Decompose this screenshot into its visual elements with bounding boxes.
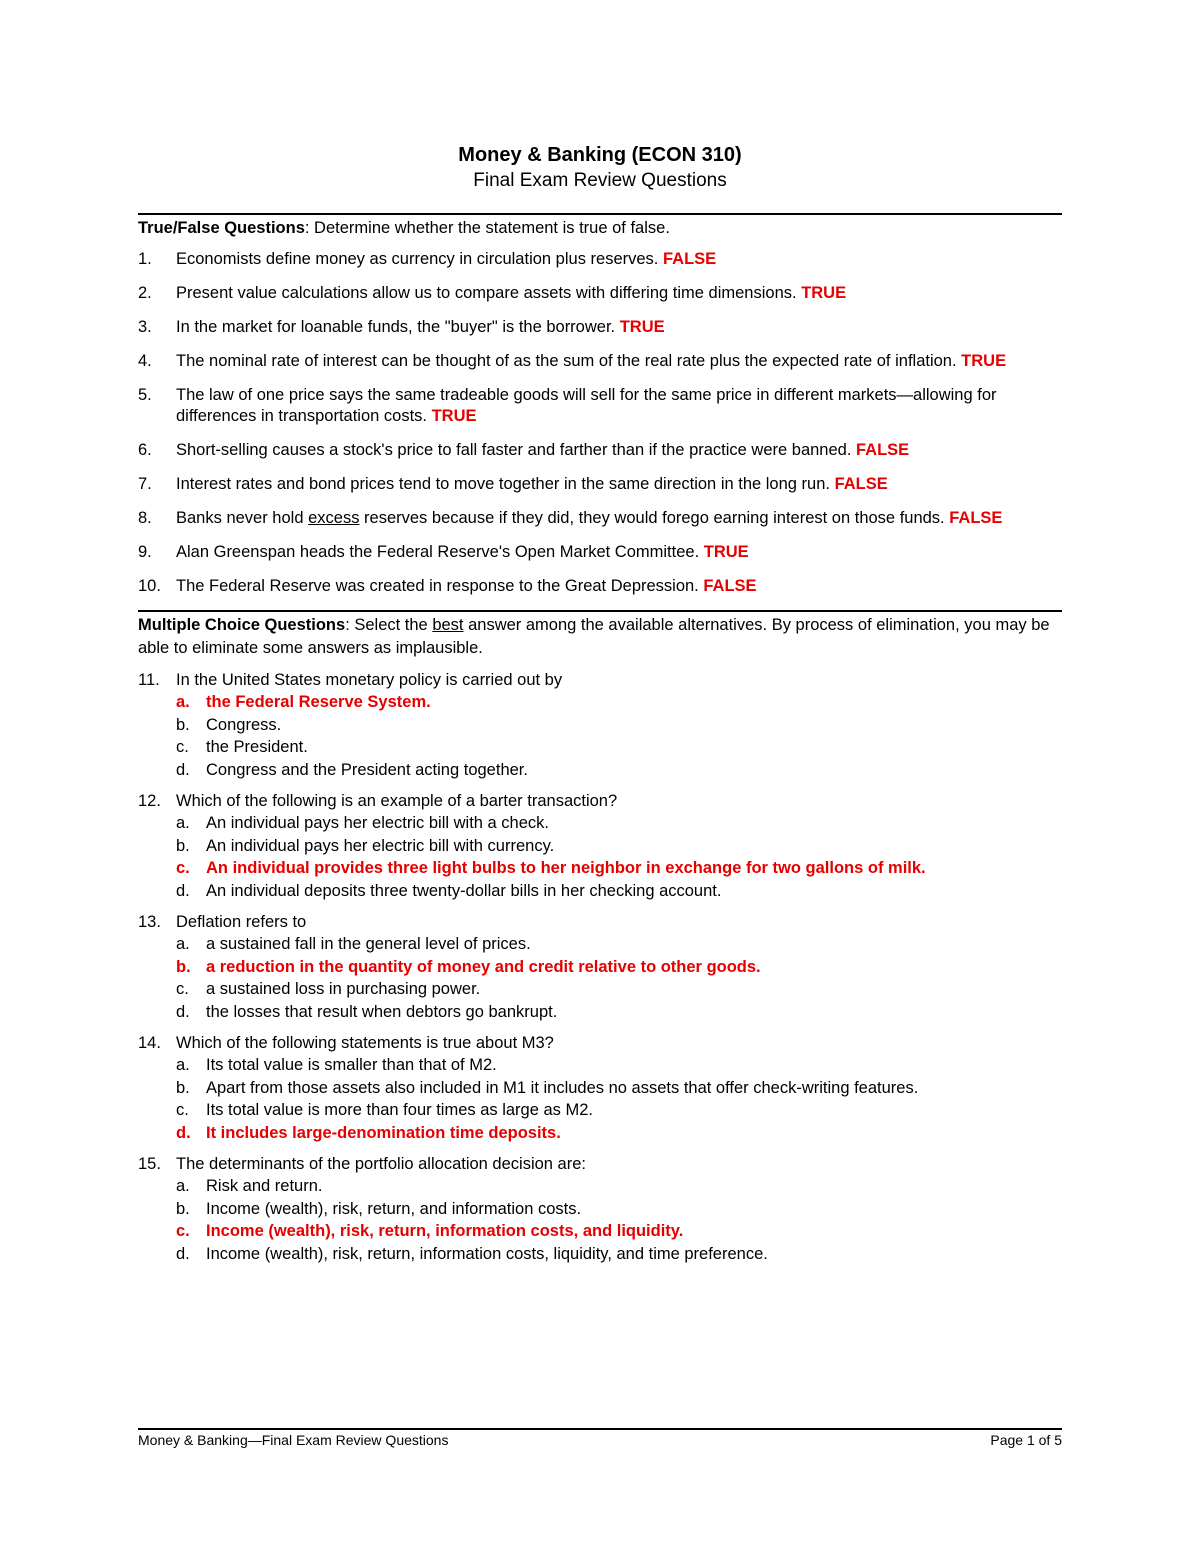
- option-text: the President.: [206, 738, 308, 756]
- option-text: Income (wealth), risk, return, information costs, and liquidity.: [206, 1222, 684, 1240]
- answer-option: [138, 1099, 1062, 1122]
- document-subtitle: Final Exam Review Questions: [473, 170, 727, 191]
- tf-question: [138, 317, 1062, 338]
- question-stem: [138, 669, 1062, 691]
- footer-page-number: Page 1 of 5: [990, 1432, 1062, 1448]
- mc-section-heading: [138, 614, 1062, 660]
- question-number: 7.: [138, 475, 152, 493]
- answer-option: [138, 835, 1062, 858]
- document-page: [138, 0, 1062, 1265]
- answer-option: [138, 714, 1062, 737]
- option-text: Congress.: [206, 715, 282, 734]
- tf-heading-label: True/False Questions: [138, 219, 305, 237]
- option-letter: a.: [176, 935, 190, 953]
- question-text: reserves because if they did, they would forego earning interest on those funds.: [359, 509, 945, 527]
- question-text: Economists define money as currency in circulation plus reserves.: [176, 250, 659, 268]
- answer-option: [138, 978, 1062, 1001]
- option-text: Congress and the President acting together.: [206, 760, 528, 779]
- answer-key: FALSE: [856, 441, 910, 459]
- answer-option: [138, 1077, 1062, 1100]
- mc-question-list: [138, 669, 1062, 1265]
- option-letter: b.: [176, 1078, 190, 1097]
- option-letter: c.: [176, 738, 189, 756]
- question-number: 11.: [138, 671, 160, 689]
- question-number: 1.: [138, 250, 152, 268]
- option-text: a reduction in the quantity of money and credit relative to other goods.: [206, 957, 761, 976]
- tf-question: [138, 474, 1062, 495]
- question-number: 3.: [138, 318, 152, 336]
- question-text: In the market for loanable funds, the "buyer" is the borrower.: [176, 318, 616, 336]
- correct-option: [138, 857, 1062, 880]
- question-number: 4.: [138, 352, 152, 370]
- tf-question: [138, 576, 1062, 597]
- question-stem: [138, 1032, 1062, 1054]
- tf-question: [138, 440, 1062, 461]
- question-number: 13.: [138, 913, 161, 931]
- option-letter: d.: [176, 1002, 190, 1021]
- answer-option: [138, 759, 1062, 782]
- tf-section-heading: [138, 217, 1062, 240]
- answer-option: [138, 812, 1062, 835]
- mc-question: [138, 790, 1062, 902]
- option-letter: b.: [176, 836, 190, 855]
- question-text: Short-selling causes a stock's price to fall faster and farther than if the practice were banned.: [176, 441, 852, 459]
- option-letter: a.: [176, 1177, 190, 1195]
- section-divider: [138, 610, 1062, 612]
- tf-question: [138, 542, 1062, 563]
- option-text: the losses that result when debtors go bankrupt.: [206, 1002, 558, 1021]
- option-text: Its total value is smaller than that of M2.: [206, 1056, 497, 1074]
- answer-key: TRUE: [961, 352, 1007, 370]
- question-number: 2.: [138, 284, 152, 302]
- option-letter: d.: [176, 1244, 190, 1263]
- answer-option: [138, 1054, 1062, 1077]
- option-letter: c.: [176, 1101, 189, 1119]
- mc-instruction-after: answer among the available alternatives. By process of elimination, you may be able to eliminate some answers as implausible.: [138, 616, 1050, 657]
- mc-question: [138, 1153, 1062, 1265]
- option-letter: a.: [176, 814, 190, 832]
- question-number: 10.: [138, 577, 161, 595]
- question-text: Present value calculations allow us to compare assets with differing time dimensions.: [176, 284, 797, 302]
- answer-option: [138, 1175, 1062, 1198]
- question-text: In the United States monetary policy is carried out by: [176, 671, 563, 689]
- tf-question: [138, 385, 1062, 427]
- mc-question: [138, 911, 1062, 1023]
- question-number: 8.: [138, 509, 152, 527]
- tf-question: [138, 508, 1062, 529]
- question-text: The Federal Reserve was created in response to the Great Depression.: [176, 577, 699, 595]
- correct-option: [138, 1220, 1062, 1243]
- answer-key: TRUE: [801, 284, 847, 302]
- option-letter: a.: [176, 1056, 190, 1074]
- option-text: It includes large-denomination time deposits.: [206, 1123, 561, 1142]
- document-title: Money & Banking (ECON 310): [458, 144, 742, 166]
- answer-key: TRUE: [431, 407, 477, 425]
- option-letter: d.: [176, 1123, 191, 1142]
- answer-option: [138, 933, 1062, 956]
- mc-question: [138, 669, 1062, 781]
- question-text: The law of one price says the same tradeable goods will sell for the same price in different markets—allowing for differences in transportation costs.: [176, 386, 997, 425]
- option-letter: d.: [176, 881, 190, 900]
- answer-option: [138, 880, 1062, 903]
- answer-key: TRUE: [703, 543, 749, 561]
- mc-heading-label: Multiple Choice Questions: [138, 616, 346, 634]
- question-number: 6.: [138, 441, 152, 459]
- question-text: Deflation refers to: [176, 913, 307, 931]
- question-text: Banks never hold: [176, 509, 309, 527]
- footer-title: Money & Banking—Final Exam Review Questions: [138, 1432, 449, 1448]
- question-text: Interest rates and bond prices tend to move together in the same direction in the long run.: [176, 475, 830, 493]
- option-text: Its total value is more than four times as large as M2.: [206, 1101, 594, 1119]
- option-letter: d.: [176, 760, 190, 779]
- answer-option: [138, 1198, 1062, 1221]
- tf-question: [138, 249, 1062, 270]
- question-number: 12.: [138, 792, 161, 810]
- correct-option: [138, 691, 1062, 714]
- question-text: The determinants of the portfolio allocation decision are:: [176, 1155, 586, 1173]
- correct-option: [138, 956, 1062, 979]
- question-stem: [138, 790, 1062, 812]
- option-text: Apart from those assets also included in M1 it includes no assets that offer check-writing features.: [206, 1078, 919, 1097]
- option-text: Income (wealth), risk, return, information costs, liquidity, and time preference.: [206, 1244, 768, 1263]
- question-stem: [138, 1153, 1062, 1175]
- question-text: Which of the following is an example of a barter transaction?: [176, 792, 618, 810]
- option-text: An individual provides three light bulbs to her neighbor in exchange for two gallons of milk.: [206, 859, 926, 877]
- question-number: 5.: [138, 386, 152, 404]
- tf-question: [138, 351, 1062, 372]
- page-footer: [138, 1428, 1062, 1449]
- tf-instruction: : Determine whether the statement is true of false.: [304, 219, 670, 237]
- correct-option: [138, 1122, 1062, 1145]
- option-text: An individual pays her electric bill with a check.: [206, 814, 549, 832]
- mc-instruction-before: : Select the: [345, 616, 433, 634]
- question-text: Which of the following statements is true about M3?: [176, 1034, 554, 1052]
- option-text: An individual pays her electric bill with currency.: [206, 836, 555, 855]
- option-text: Risk and return.: [206, 1177, 323, 1195]
- answer-option: [138, 1243, 1062, 1266]
- option-letter: c.: [176, 980, 189, 998]
- answer-key: FALSE: [949, 509, 1003, 527]
- question-number: 15.: [138, 1155, 161, 1173]
- section-divider: [138, 213, 1062, 215]
- answer-option: [138, 1001, 1062, 1024]
- option-letter: c.: [176, 1222, 190, 1240]
- option-text: Income (wealth), risk, return, and information costs.: [206, 1199, 582, 1218]
- option-letter: b.: [176, 957, 191, 976]
- question-text: The nominal rate of interest can be thought of as the sum of the real rate plus the expected rate of inflation.: [176, 352, 957, 370]
- option-letter: b.: [176, 1199, 190, 1218]
- option-letter: a.: [176, 693, 190, 711]
- answer-key: TRUE: [619, 318, 665, 336]
- mc-question: [138, 1032, 1062, 1144]
- option-text: a sustained loss in purchasing power.: [206, 980, 481, 998]
- answer-key: FALSE: [662, 250, 717, 268]
- answer-option: [138, 736, 1062, 759]
- question-text: Alan Greenspan heads the Federal Reserve's Open Market Committee.: [176, 543, 700, 561]
- question-stem: [138, 911, 1062, 933]
- option-text: the Federal Reserve System.: [206, 693, 431, 711]
- tf-question: [138, 283, 1062, 304]
- option-text: An individual deposits three twenty-dollar bills in her checking account.: [206, 881, 722, 900]
- question-text-underlined: excess: [308, 509, 360, 527]
- mc-instruction-underlined: best: [432, 616, 464, 634]
- question-number: 14.: [138, 1034, 161, 1052]
- option-letter: c.: [176, 859, 190, 877]
- option-text: a sustained fall in the general level of prices.: [206, 935, 531, 953]
- answer-key: FALSE: [834, 475, 888, 493]
- tf-question-list: [138, 249, 1062, 597]
- question-number: 9.: [138, 543, 152, 561]
- answer-key: FALSE: [703, 577, 757, 595]
- option-letter: b.: [176, 715, 190, 734]
